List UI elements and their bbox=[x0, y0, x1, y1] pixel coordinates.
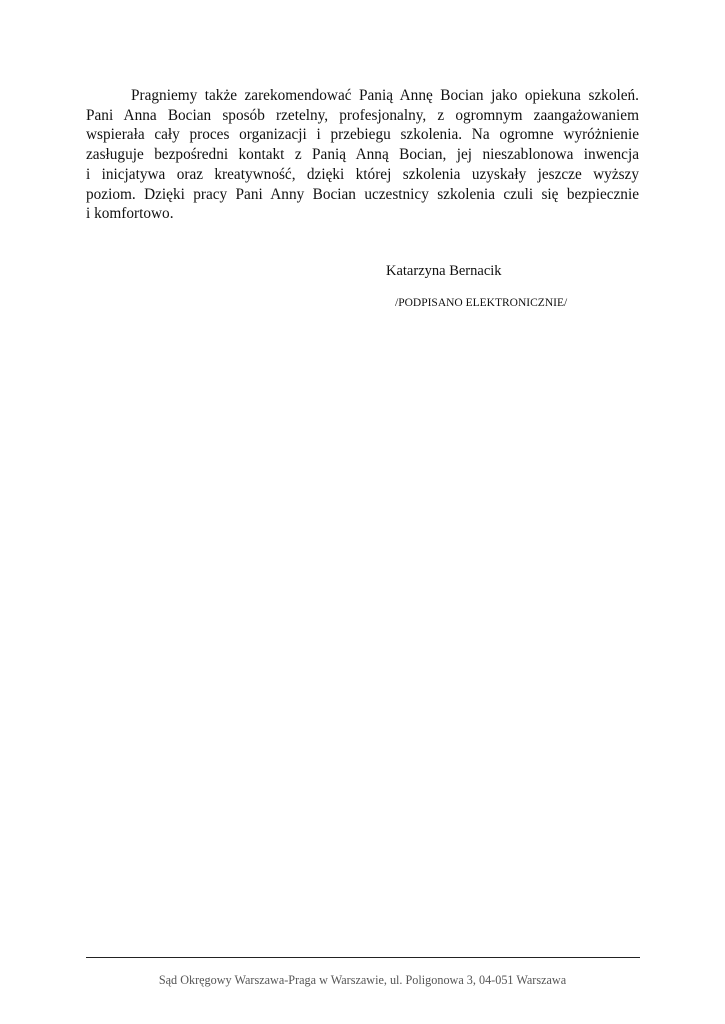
paragraph-line: i komfortowo. bbox=[86, 205, 174, 223]
letter-paragraph bbox=[86, 86, 639, 224]
signatory-name: Katarzyna Bernacik bbox=[386, 263, 502, 279]
paragraph-line: Pragniemy także zarekomendować Panią Annę Bocian jako opiekuna szkoleń. bbox=[131, 87, 639, 104]
footer-divider bbox=[86, 957, 640, 958]
paragraph-line: poziom. Dzięki pracy Pani Anny Bocian uczestnicy szkolenia czuli się bezpiecznie bbox=[86, 185, 639, 203]
footer-address: Sąd Okręgowy Warszawa-Praga w Warszawie, ul. Poligonowa 3, 04-051 Warszawa bbox=[158, 973, 567, 987]
paragraph-line: Pani Anna Bocian sposób rzetelny, profesjonalny, z ogromnym zaangażowaniem bbox=[86, 106, 639, 124]
electronic-signature-note: /PODPISANO ELEKTRONICZNIE/ bbox=[395, 297, 568, 309]
paragraph-line: i inicjatywa oraz kreatywność, dzięki której szkolenia uzyskały jeszcze wyższy bbox=[86, 165, 639, 183]
paragraph-line: zasługuje bezpośredni kontakt z Panią Anną Bocian, jej nieszablonowa inwencja bbox=[86, 146, 639, 164]
paragraph-line: wspierała cały proces organizacji i przebiegu szkolenia. Na ogromne wyróżnienie bbox=[86, 126, 639, 144]
